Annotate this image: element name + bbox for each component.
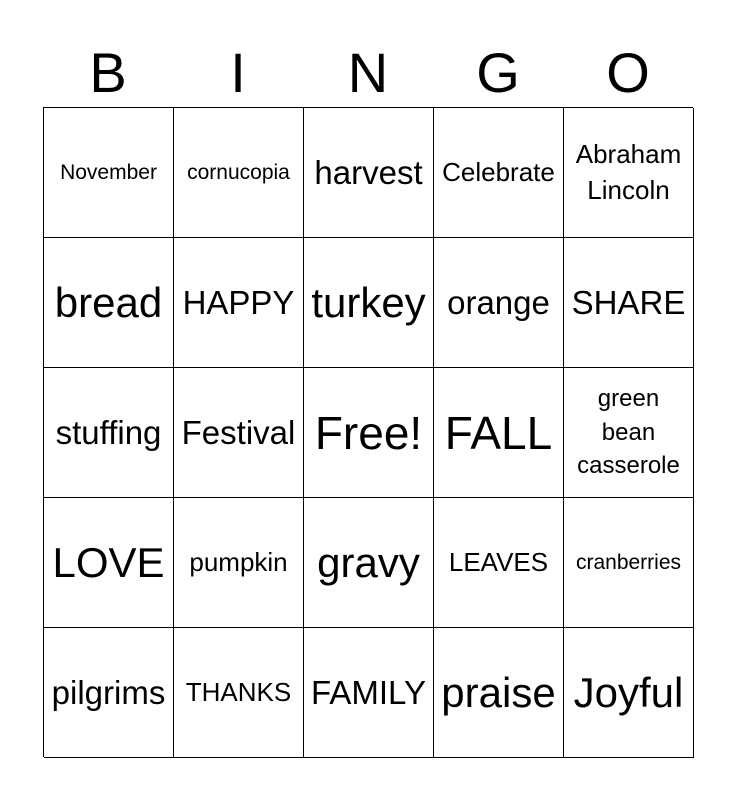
cell-label: November [60,160,157,184]
bingo-grid [43,107,693,757]
bingo-cell[interactable] [304,238,434,368]
bingo-cell[interactable] [174,108,304,238]
header-letter-o: O [606,41,650,104]
bingo-cell[interactable] [434,108,564,238]
bingo-cell[interactable] [434,238,564,368]
cell-label: turkey [311,278,426,326]
bingo-cell[interactable] [44,498,174,628]
bingo-cell[interactable] [174,498,304,628]
cell-label: Joyful [573,668,684,716]
bingo-cell[interactable] [564,238,694,368]
bingo-cell[interactable] [44,368,174,498]
cell-label-line: green [597,385,660,413]
cell-label-line: casserole [577,452,680,480]
cell-label: cranberries [575,550,682,574]
cell-label: bread [54,278,163,326]
bingo-cell[interactable] [44,238,174,368]
bingo-cell[interactable] [564,368,694,498]
header-letter-b: B [89,41,127,104]
bingo-cell[interactable] [174,238,304,368]
free-space-label: Free! [314,406,423,459]
cell-label: LOVE [52,538,165,586]
cell-label: gravy [317,538,420,586]
cell-label: stuffing [55,413,162,451]
header-letter-n: N [347,41,389,104]
bingo-cell[interactable] [564,108,694,238]
bingo-header [43,38,693,108]
bingo-cell[interactable] [564,498,694,628]
cell-label: LEAVES [448,546,549,577]
bingo-cell[interactable] [174,368,304,498]
bingo-cell[interactable] [434,628,564,758]
cell-label: THANKS [185,676,292,707]
bingo-cell[interactable] [174,628,304,758]
bingo-cell[interactable] [304,628,434,758]
free-space-cell[interactable] [304,368,434,498]
cell-label: praise [441,668,556,716]
cell-label-line: Lincoln [587,174,670,205]
bingo-cell[interactable] [44,628,174,758]
header-letter-g: G [476,41,520,104]
cell-label: Celebrate [442,156,555,187]
bingo-cell[interactable] [44,108,174,238]
bingo-cell[interactable] [434,368,564,498]
bingo-cell[interactable] [304,108,434,238]
cell-label: HAPPY [182,283,295,321]
cell-label: orange [447,283,550,321]
cell-label: Festival [181,413,296,451]
cell-label: pilgrims [51,673,166,711]
bingo-cell[interactable] [304,498,434,628]
cell-label: harvest [314,153,423,191]
cell-label-line: bean [601,418,656,446]
cell-label: pumpkin [189,546,288,577]
bingo-cell[interactable] [434,498,564,628]
cell-label: SHARE [571,283,686,321]
cell-label: cornucopia [187,160,290,184]
cell-label-line: Abraham [575,139,682,170]
cell-label: FAMILY [311,673,426,711]
bingo-cell[interactable] [564,628,694,758]
header-letter-i: I [230,41,246,104]
cell-label: FALL [444,406,553,459]
